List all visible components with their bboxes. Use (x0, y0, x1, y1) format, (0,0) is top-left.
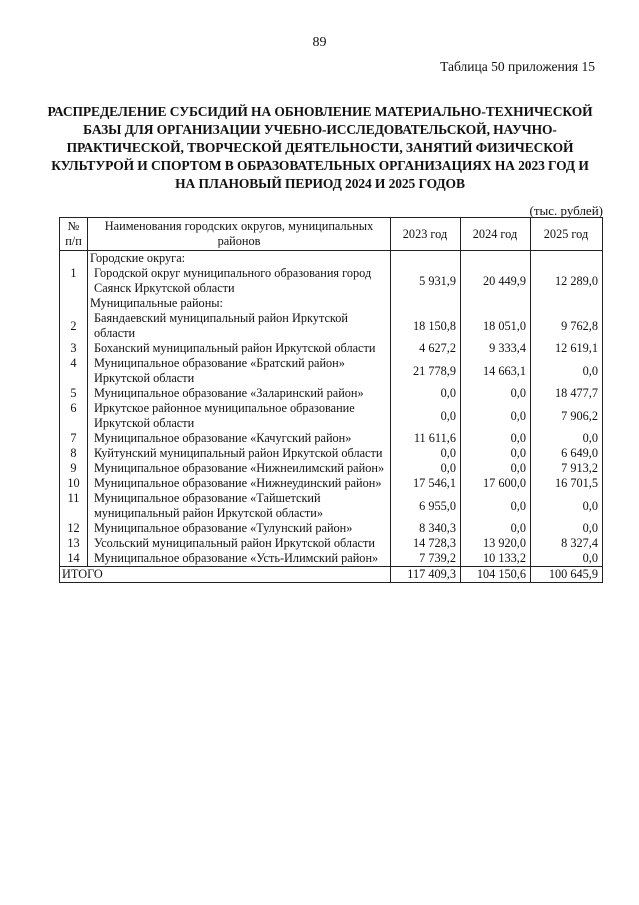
value-2023: 6 955,0 (391, 491, 461, 521)
total-row (60, 567, 603, 583)
row-number: 7 (60, 431, 88, 446)
row-number: 4 (60, 356, 88, 386)
value-2024: 0,0 (461, 401, 531, 431)
row-number: 10 (60, 476, 88, 491)
row-number: 1 (60, 266, 88, 296)
table-row (60, 356, 603, 386)
value-2024: 18 051,0 (461, 311, 531, 341)
value-2024: 0,0 (461, 491, 531, 521)
table-header-row (60, 218, 603, 251)
subsidy-table (59, 217, 603, 583)
value-2025: 12 289,0 (531, 266, 603, 296)
value-2024: 14 663,1 (461, 356, 531, 386)
empty-cell (461, 296, 531, 311)
table-row (60, 386, 603, 401)
table-row (60, 461, 603, 476)
row-name: Муниципальное образование «Качугский район» (88, 431, 391, 446)
value-2025: 0,0 (531, 521, 603, 536)
value-2025: 12 619,1 (531, 341, 603, 356)
group-label: Муниципальные районы: (88, 296, 391, 311)
page-number: 89 (312, 35, 327, 50)
header-2023: 2023 год (391, 218, 461, 251)
row-name: Городской округ муниципального образования город Саянск Иркутской области (88, 266, 391, 296)
value-2023: 14 728,3 (391, 536, 461, 551)
value-2024: 9 333,4 (461, 341, 531, 356)
table-row (60, 311, 603, 341)
value-2024: 0,0 (461, 446, 531, 461)
value-2024: 13 920,0 (461, 536, 531, 551)
row-number: 9 (60, 461, 88, 476)
row-number: 8 (60, 446, 88, 461)
row-name: Муниципальное образование «Усть-Илимский район» (88, 551, 391, 567)
value-2023: 18 150,8 (391, 311, 461, 341)
group-label: Городские округа: (88, 251, 391, 267)
group-num-cell (60, 296, 88, 311)
value-2025: 0,0 (531, 551, 603, 567)
value-2025: 0,0 (531, 491, 603, 521)
row-number: 14 (60, 551, 88, 567)
value-2025: 8 327,4 (531, 536, 603, 551)
table-row (60, 341, 603, 356)
empty-cell (531, 296, 603, 311)
row-number: 2 (60, 311, 88, 341)
row-number: 3 (60, 341, 88, 356)
value-2023: 21 778,9 (391, 356, 461, 386)
table-row (60, 536, 603, 551)
value-2024: 17 600,0 (461, 476, 531, 491)
row-name: Муниципальное образование «Тайшетский муниципальный район Иркутской области» (88, 491, 391, 521)
document-title: РАСПРЕДЕЛЕНИЕ СУБСИДИЙ НА ОБНОВЛЕНИЕ МАТЕРИАЛЬНО-ТЕХНИЧЕСКОЙ БАЗЫ ДЛЯ ОРГАНИЗАЦИИ УЧЕБНО-ИССЛЕДОВАТЕЛЬСКОЙ, НАУЧНО-ПРАКТИЧЕСКОЙ, ТВОРЧЕСКОЙ ДЕЯТЕЛЬНОСТИ, ЗАНЯТИЙ ФИЗИЧЕСКОЙ КУЛЬТУРОЙ И СПОРТОМ В ОБРАЗОВАТЕЛЬНЫХ ОРГАНИЗАЦИЯХ НА 2023 ГОД И НА ПЛАНОВЫЙ ПЕРИОД 2024 И 2025 ГОДОВ (47, 104, 593, 191)
value-2025: 6 649,0 (531, 446, 603, 461)
header-name: Наименования городских округов, муниципальных районов (88, 218, 391, 251)
table-row (60, 521, 603, 536)
table-row (60, 446, 603, 461)
table-row (60, 401, 603, 431)
units-label: (тыс. рублей) (529, 203, 603, 218)
group-row-city (60, 251, 603, 267)
row-number: 6 (60, 401, 88, 431)
value-2023: 4 627,2 (391, 341, 461, 356)
value-2023: 0,0 (391, 461, 461, 476)
appendix-reference: Таблица 50 приложения 15 (440, 59, 595, 74)
header-2025: 2025 год (531, 218, 603, 251)
value-2024: 0,0 (461, 461, 531, 476)
row-name: Куйтунский муниципальный район Иркутской области (88, 446, 391, 461)
table-row (60, 431, 603, 446)
value-2023: 17 546,1 (391, 476, 461, 491)
row-number: 13 (60, 536, 88, 551)
group-row-districts (60, 296, 603, 311)
total-2023: 117 409,3 (391, 567, 461, 583)
value-2025: 0,0 (531, 431, 603, 446)
value-2024: 10 133,2 (461, 551, 531, 567)
total-2024: 104 150,6 (461, 567, 531, 583)
row-name: Муниципальное образование «Нижнеилимский район» (88, 461, 391, 476)
row-name: Баяндаевский муниципальный район Иркутской области (88, 311, 391, 341)
row-name: Иркутское районное муниципальное образование Иркутской области (88, 401, 391, 431)
row-name: Муниципальное образование «Нижнеудинский район» (88, 476, 391, 491)
value-2023: 0,0 (391, 386, 461, 401)
empty-cell (391, 296, 461, 311)
value-2023: 11 611,6 (391, 431, 461, 446)
value-2023: 5 931,9 (391, 266, 461, 296)
value-2023: 0,0 (391, 446, 461, 461)
row-number: 5 (60, 386, 88, 401)
header-num: № п/п (60, 218, 88, 251)
row-name: Муниципальное образование «Тулунский район» (88, 521, 391, 536)
value-2024: 0,0 (461, 521, 531, 536)
row-name: Боханский муниципальный район Иркутской области (88, 341, 391, 356)
row-name: Муниципальное образование «Братский район» Иркутской области (88, 356, 391, 386)
total-2025: 100 645,9 (531, 567, 603, 583)
value-2025: 16 701,5 (531, 476, 603, 491)
row-name: Муниципальное образование «Заларинский район» (88, 386, 391, 401)
total-label: ИТОГО (60, 567, 391, 583)
value-2023: 7 739,2 (391, 551, 461, 567)
value-2025: 0,0 (531, 356, 603, 386)
value-2025: 18 477,7 (531, 386, 603, 401)
row-name: Усольский муниципальный район Иркутской области (88, 536, 391, 551)
table-row (60, 266, 603, 296)
value-2024: 0,0 (461, 431, 531, 446)
value-2025: 7 913,2 (531, 461, 603, 476)
value-2023: 0,0 (391, 401, 461, 431)
row-number: 12 (60, 521, 88, 536)
header-2024: 2024 год (461, 218, 531, 251)
value-2024: 20 449,9 (461, 266, 531, 296)
value-2023: 8 340,3 (391, 521, 461, 536)
table-row (60, 491, 603, 521)
row-number: 11 (60, 491, 88, 521)
value-2025: 7 906,2 (531, 401, 603, 431)
table-row (60, 551, 603, 567)
table-row (60, 476, 603, 491)
value-2024: 0,0 (461, 386, 531, 401)
value-2025: 9 762,8 (531, 311, 603, 341)
